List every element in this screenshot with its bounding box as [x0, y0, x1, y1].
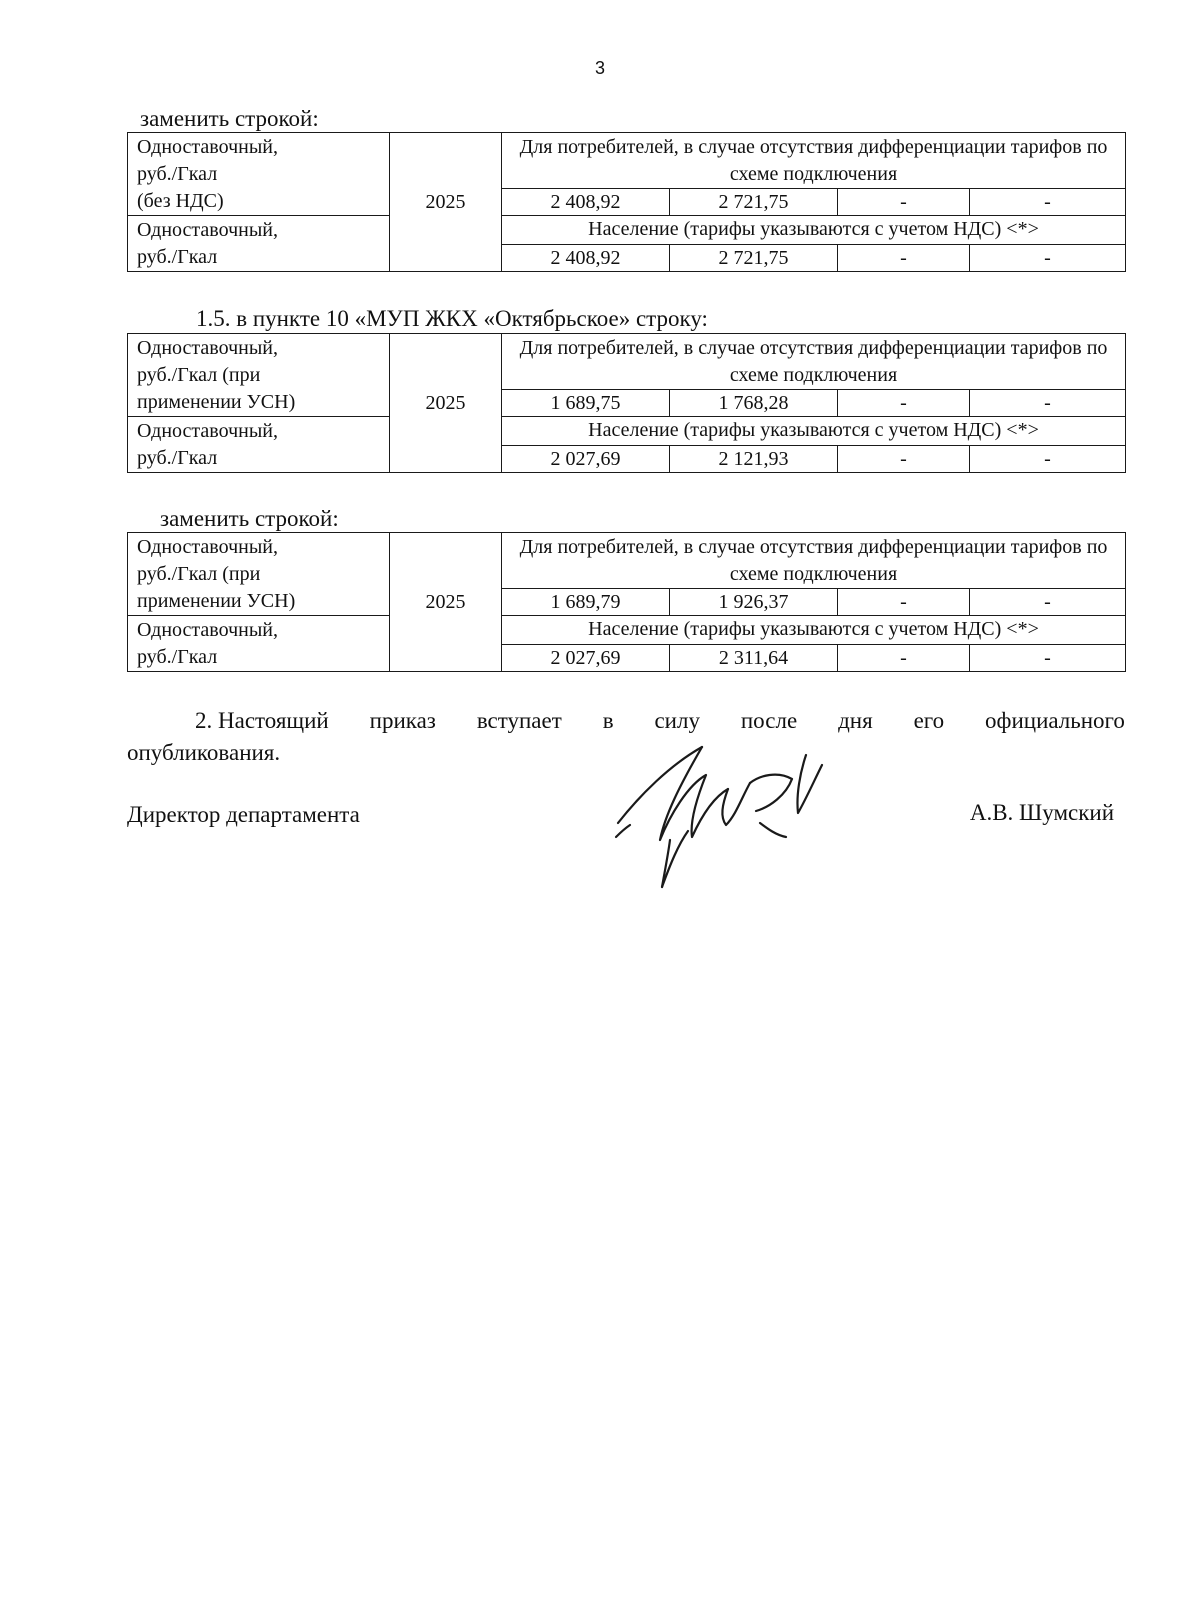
page-number: 3: [594, 58, 605, 78]
tariff-value: -: [970, 189, 1126, 216]
tariff-value: 2 408,92: [502, 244, 670, 272]
replace-heading-1: заменить строкой:: [140, 106, 319, 131]
handwritten-signature: [610, 745, 850, 915]
tariff-value: -: [838, 390, 970, 417]
tariff-value: 2 027,69: [502, 644, 670, 672]
signer-title: Директор департамента: [127, 802, 360, 827]
year-cell: 2025: [390, 334, 502, 473]
population-category-cell: Население (тарифы указываются с учетом НДС) <*>: [502, 417, 1126, 446]
tariff-value: -: [838, 589, 970, 616]
tariff-value: 1 926,37: [670, 589, 838, 616]
tariff-value: 1 689,75: [502, 390, 670, 417]
year-cell: 2025: [390, 533, 502, 672]
paragraph-line: опубликования.: [127, 740, 281, 765]
tariff-table-2: [127, 333, 1126, 473]
tariff-value: -: [838, 189, 970, 216]
year-cell: 2025: [390, 133, 502, 272]
population-category-cell: Население (тарифы указываются с учетом НДС) <*>: [502, 216, 1126, 245]
paragraph-line: 2. Настоящий приказ вступает в силу после дня его официального: [195, 708, 1125, 733]
population-category-cell: Население (тарифы указываются с учетом НДС) <*>: [502, 616, 1126, 645]
tariff-value: 1 689,79: [502, 589, 670, 616]
row-label-cell: Одноставочный, руб./Гкал (при применении УСН): [128, 334, 390, 417]
tariff-table-3: [127, 532, 1126, 672]
tariff-value: 1 768,28: [670, 390, 838, 417]
tariff-value: -: [970, 644, 1126, 672]
tariff-value: -: [970, 589, 1126, 616]
table-row: [128, 616, 1126, 645]
consumer-category-cell: Для потребителей, в случае отсутствия дифференциации тарифов по схеме подключения: [502, 334, 1126, 390]
row-label-cell: Одноставочный, руб./Гкал: [128, 216, 390, 272]
row-label-cell: Одноставочный, руб./Гкал (при применении УСН): [128, 533, 390, 616]
table-row: [128, 417, 1126, 446]
row-label-cell: Одноставочный, руб./Гкал (без НДС): [128, 133, 390, 216]
consumer-category-cell: Для потребителей, в случае отсутствия дифференциации тарифов по схеме подключения: [502, 533, 1126, 589]
tariff-value: -: [970, 244, 1126, 272]
amendment-heading: 1.5. в пункте 10 «МУП ЖКХ «Октябрьское» строку:: [196, 306, 708, 331]
tariff-value: 2 721,75: [670, 189, 838, 216]
table-row: [128, 216, 1126, 245]
tariff-value: 2 121,93: [670, 445, 838, 473]
row-label-cell: Одноставочный, руб./Гкал: [128, 417, 390, 473]
tariff-table-1: [127, 132, 1126, 272]
tariff-value: 2 721,75: [670, 244, 838, 272]
tariff-value: 2 311,64: [670, 644, 838, 672]
tariff-value: 2 027,69: [502, 445, 670, 473]
tariff-value: -: [838, 244, 970, 272]
tariff-value: 2 408,92: [502, 189, 670, 216]
signer-name: А.В. Шумский: [969, 800, 1114, 825]
replace-heading-2: заменить строкой:: [160, 506, 339, 531]
consumer-category-cell: Для потребителей, в случае отсутствия дифференциации тарифов по схеме подключения: [502, 133, 1126, 189]
tariff-value: -: [838, 644, 970, 672]
tariff-value: -: [970, 390, 1126, 417]
tariff-value: -: [970, 445, 1126, 473]
row-label-cell: Одноставочный, руб./Гкал: [128, 616, 390, 672]
tariff-value: -: [838, 445, 970, 473]
